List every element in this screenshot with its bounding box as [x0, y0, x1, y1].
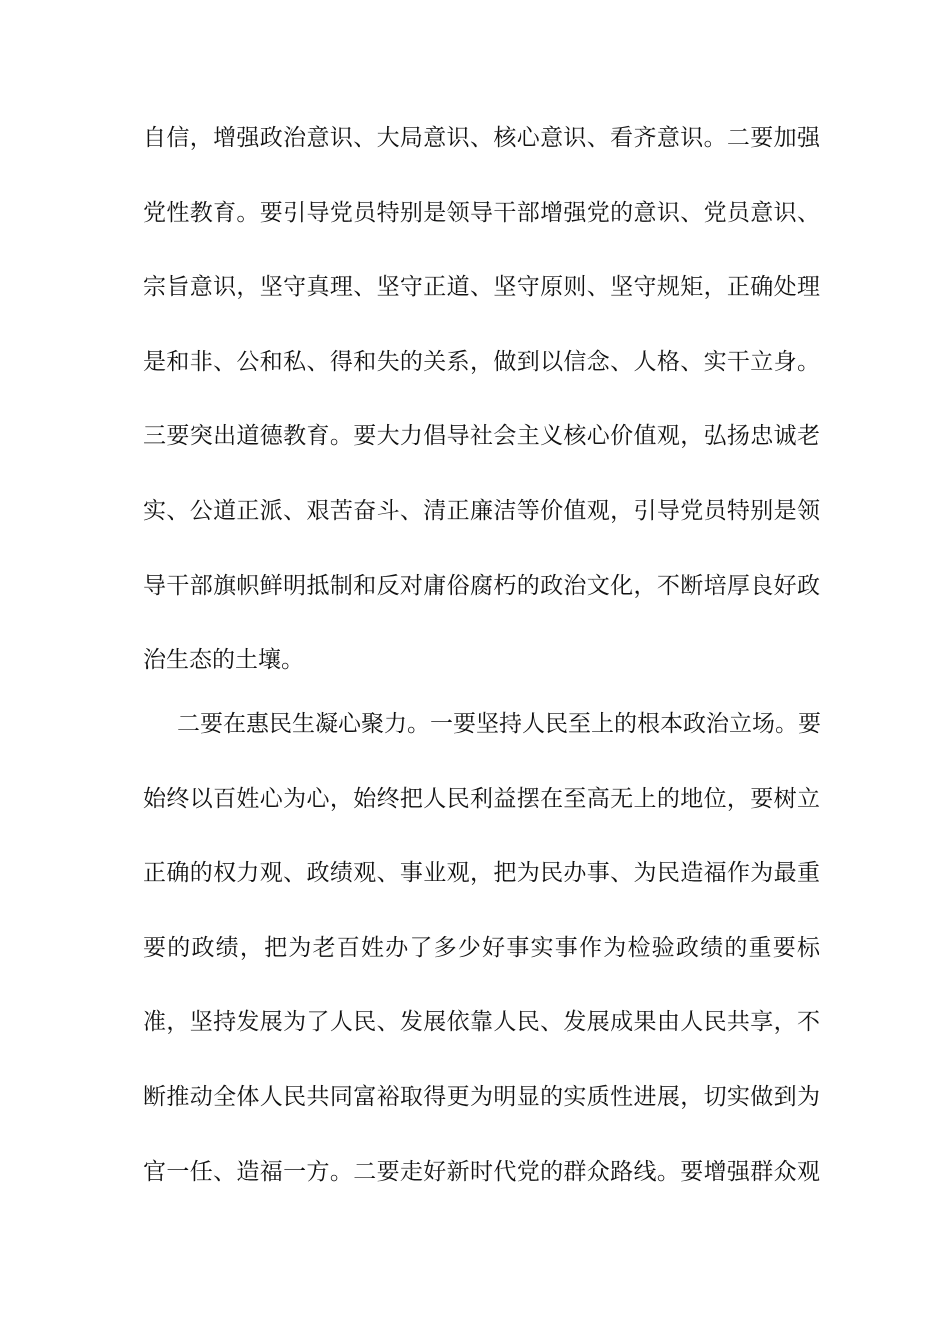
text-line: 准，坚持发展为了人民、发展依靠人民、发展成果由人民共享，不: [143, 1009, 820, 1035]
text-line: 官一任、造福一方。二要走好新时代党的群众路线。要增强群众观: [143, 1158, 820, 1184]
text-line: 实、公道正派、艰苦奋斗、清正廉洁等价值观，引导党员特别是领: [143, 497, 820, 523]
text-line: 自信，增强政治意识、大局意识、核心意识、看齐意识。二要加强: [143, 125, 820, 150]
text-line: 导干部旗帜鲜明抵制和反对庸俗腐朽的政治文化，不断培厚良好政: [143, 572, 820, 598]
paragraph-1: [143, 101, 820, 698]
text-line: 党性教育。要引导党员特别是领导干部增强党的意识、党员意识、: [143, 199, 820, 225]
paragraph-2: [143, 687, 820, 1209]
text-line: 断推动全体人民共同富裕取得更为明显的实质性进展，切实做到为: [143, 1083, 820, 1109]
text-line: 二要在惠民生凝心聚力。一要坚持人民至上的根本政治立场。要: [177, 711, 821, 736]
text-line: 正确的权力观、政绩观、事业观，把为民办事、为民造福作为最重: [143, 860, 820, 886]
text-line: 治生态的土壤。: [143, 647, 304, 673]
text-line: 始终以百姓心为心，始终把人民利益摆在至高无上的地位，要树立: [143, 785, 820, 811]
text-line: 宗旨意识，坚守真理、坚守正道、坚守原则、坚守规矩，正确处理: [143, 274, 820, 300]
text-line: 三要突出道德教育。要大力倡导社会主义核心价值观，弘扬忠诚老: [143, 423, 820, 449]
text-line: 要的政绩，把为老百姓办了多少好事实事作为检验政绩的重要标: [143, 934, 820, 960]
text-line: 是和非、公和私、得和失的关系，做到以信念、人格、实干立身。: [143, 348, 820, 374]
